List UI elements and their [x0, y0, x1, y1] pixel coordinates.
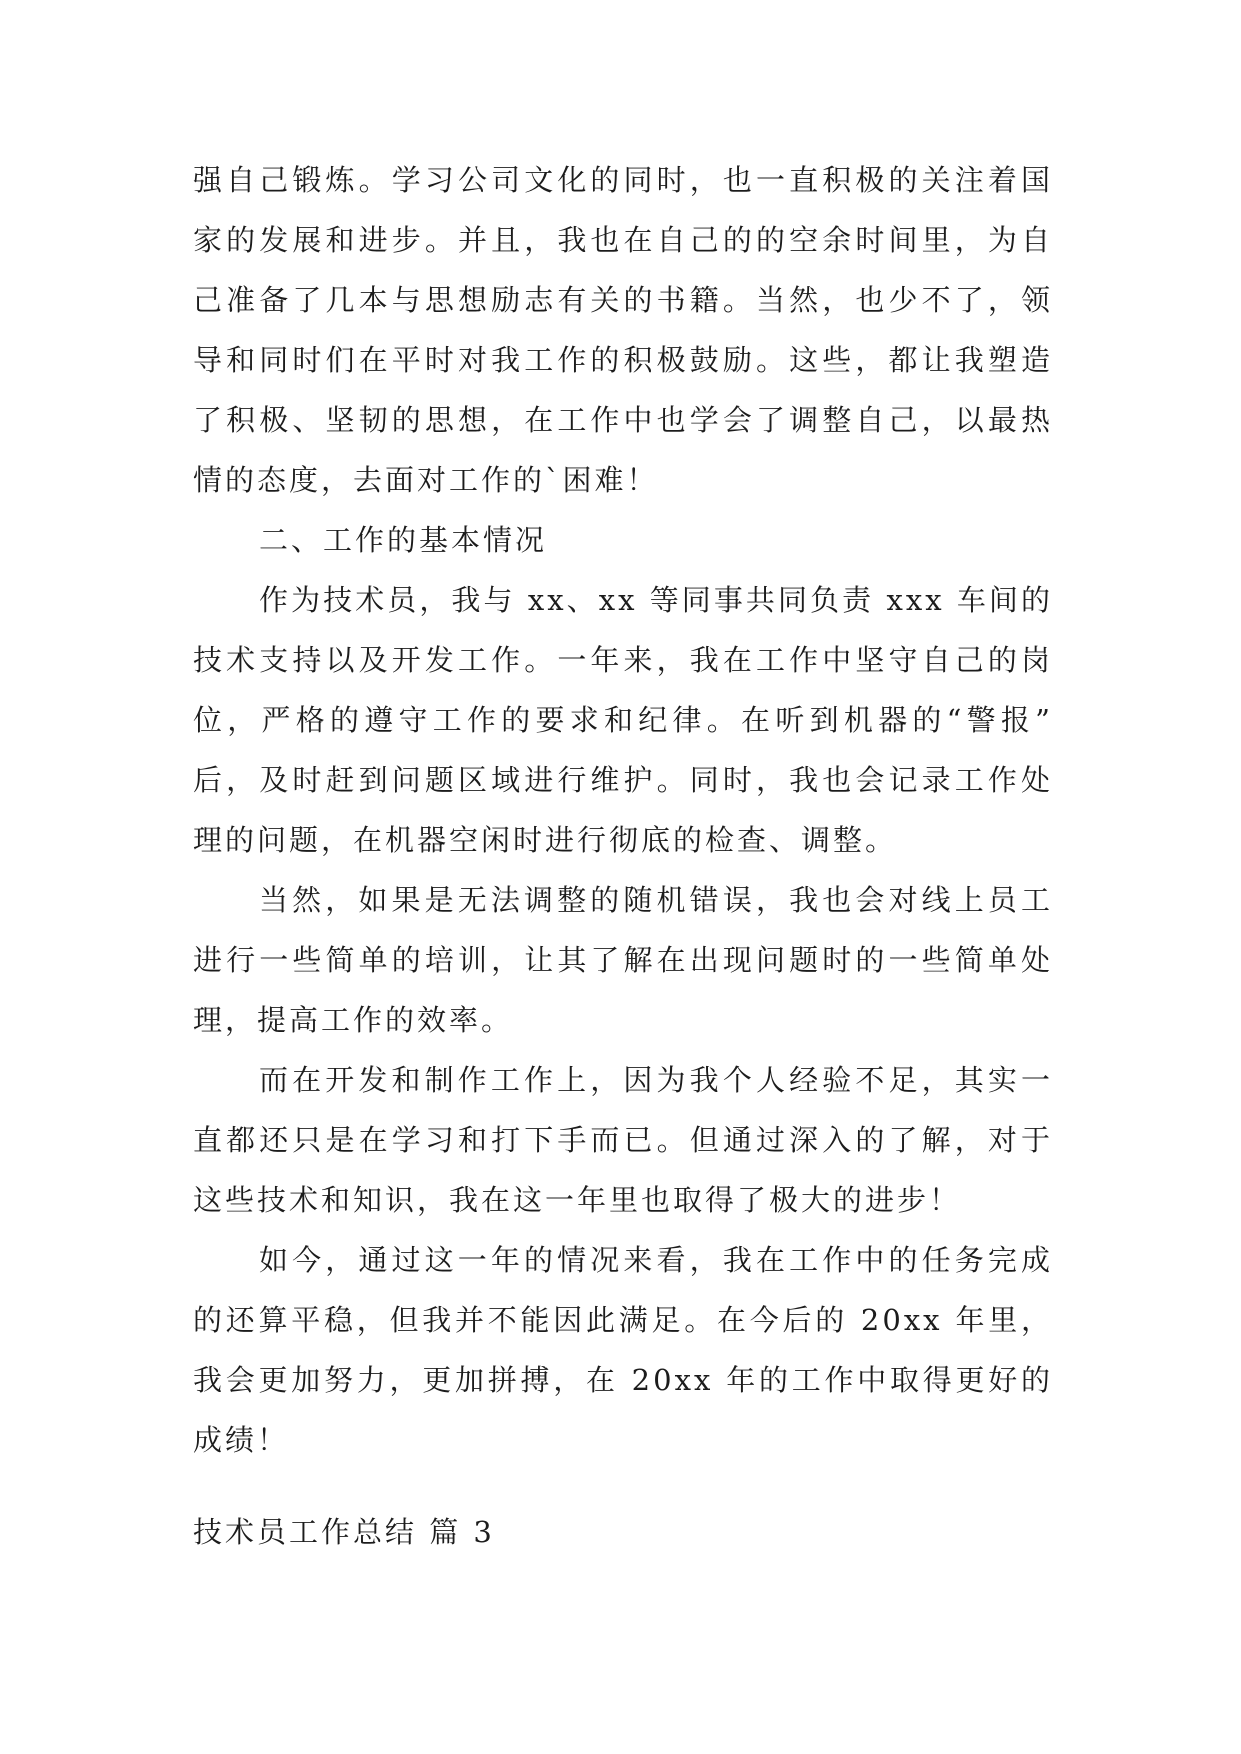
paragraph-line: 而在开发和制作工作上，因为我个人经验不足，其实一: [259, 1063, 1053, 1097]
paragraph-line: 技术支持以及开发工作。一年来，我在工作中坚守自己的岗: [193, 643, 1053, 677]
paragraph-line: 如今，通过这一年的情况来看，我在工作中的任务完成: [259, 1243, 1053, 1277]
paragraph-technical-support: [193, 570, 1053, 870]
paragraph-line: 理的问题，在机器空闲时进行彻底的检查、调整。: [193, 823, 898, 857]
paragraph-line: 强自己锻炼。学习公司文化的同时，也一直积极的关注着国: [193, 163, 1053, 197]
paragraph-line: 情的态度，去面对工作的`困难！: [193, 463, 659, 497]
paragraph-line: 这些技术和知识，我在这一年里也取得了极大的进步！: [193, 1183, 962, 1217]
paragraph-line: 的还算平稳，但我并不能因此满足。在今后的 20xx 年里，: [193, 1303, 1053, 1337]
paragraph-line: 我会更加努力，更加拼搏，在 20xx 年的工作中取得更好的: [193, 1363, 1053, 1397]
paragraph-line: 当然，如果是无法调整的随机错误，我也会对线上员工: [259, 883, 1053, 917]
paragraph-line: 位，严格的遵守工作的要求和纪律。在听到机器的“警报”: [193, 703, 1053, 737]
paragraph-line: 理，提高工作的效率。: [193, 1003, 514, 1037]
paragraph-line: 进行一些简单的培训，让其了解在出现问题时的一些简单处: [193, 943, 1053, 977]
paragraph-line: 导和同时们在平时对我工作的积极鼓励。这些，都让我塑造: [193, 343, 1053, 377]
section-heading: 二、工作的基本情况: [259, 523, 548, 557]
paragraph-line: 成绩！: [193, 1423, 290, 1457]
paragraph-development: [193, 1050, 1053, 1230]
paragraph-training: [193, 870, 1053, 1050]
paragraph-line: 作为技术员，我与 xx、xx 等同事共同负责 xxx 车间的: [259, 583, 1053, 617]
body-text: [193, 150, 1053, 1470]
paragraph-line: 家的发展和进步。并且，我也在自己的的空余时间里，为自: [193, 223, 1053, 257]
paragraph-line: 直都还只是在学习和打下手而已。但通过深入的了解，对于: [193, 1123, 1053, 1157]
paragraph-line: 了积极、坚韧的思想，在工作中也学会了调整自己，以最热: [193, 403, 1053, 437]
paragraph-outlook: [193, 1230, 1053, 1470]
section-title: 技术员工作总结 篇 3: [193, 1515, 495, 1549]
paragraph-line: 己准备了几本与思想励志有关的书籍。当然，也少不了，领: [193, 283, 1053, 317]
paragraph-line: 后，及时赶到问题区域进行维护。同时，我也会记录工作处: [193, 763, 1053, 797]
paragraph-work-attitude: [193, 150, 1053, 510]
